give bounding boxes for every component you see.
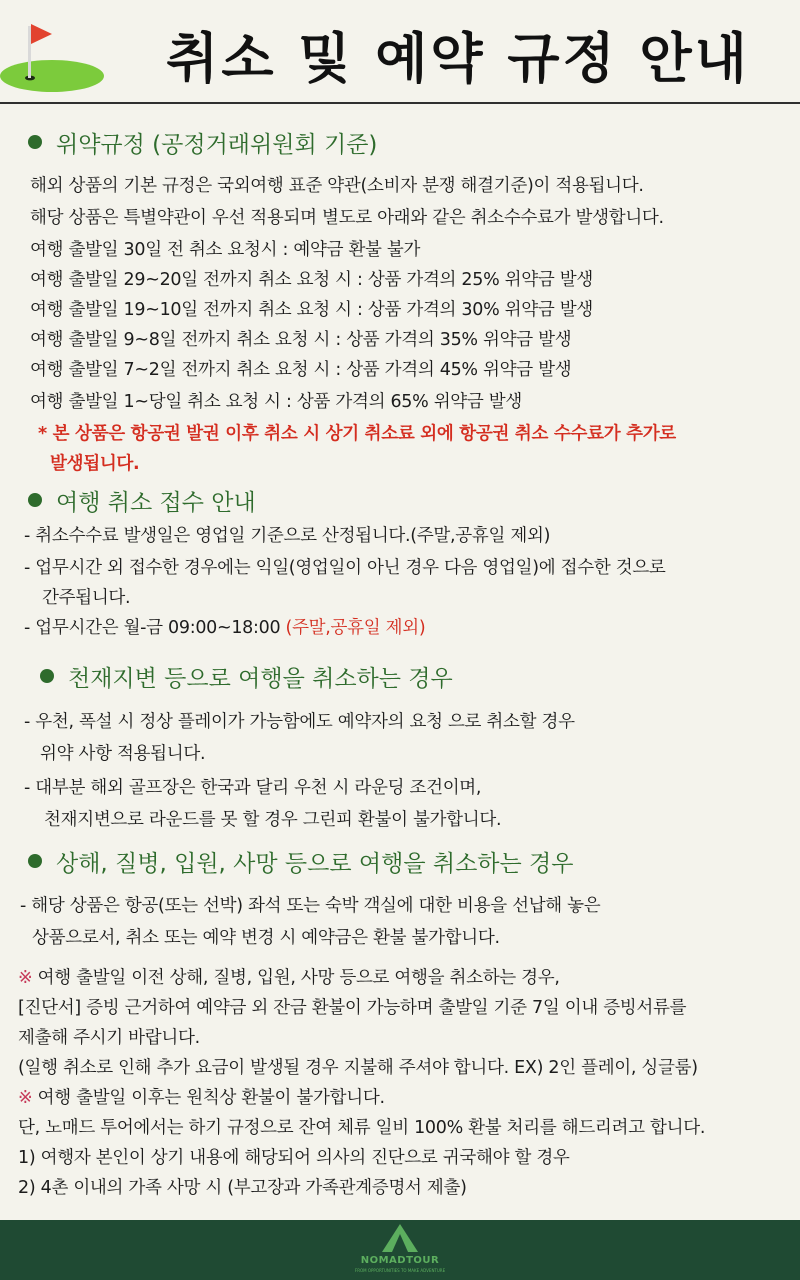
header <box>0 0 800 102</box>
bullet-dot-icon <box>28 854 42 868</box>
section-title-injury-illness: 상해, 질병, 입원, 사망 등으로 여행을 취소하는 경우 <box>28 845 573 878</box>
body-line: - 업무시간 외 접수한 경우에는 익일(영업일이 아닌 경우 다음 영업일)에 접수한 것으로 <box>24 558 666 578</box>
section-title-penalty-rules: 위약규정 (공정거래위원회 기준) <box>28 126 377 159</box>
mountain-tent-icon <box>330 1220 470 1254</box>
bullet-dot-icon <box>40 669 54 683</box>
bullet-dot-icon <box>28 493 42 507</box>
penalty-rule-line: 여행 출발일 30일 전 취소 요청시 : 예약금 환불 불가 <box>30 240 421 260</box>
note-line: (일행 취소로 인해 추가 요금이 발생될 경우 지불해 주셔야 합니다. EX) 2인 플레이, 싱글룸) <box>18 1058 698 1078</box>
penalty-rule-line: 여행 출발일 9~8일 전까지 취소 요청 시 : 상품 가격의 35% 위약금 발생 <box>30 330 572 350</box>
note-line: ※ 여행 출발일 이전 상해, 질병, 입원, 사망 등으로 여행을 취소하는 경우, <box>18 968 560 988</box>
penalty-rule-line: 여행 출발일 1~당일 취소 요청 시 : 상품 가격의 65% 위약금 발생 <box>30 392 522 412</box>
body-line: 상품으로서, 취소 또는 예약 변경 시 예약금은 환불 불가합니다. <box>32 928 500 948</box>
business-hours-line: - 업무시간은 월-금 09:00~18:00 (주말,공휴일 제외) <box>24 618 426 638</box>
business-hours-exclusion: (주말,공휴일 제외) <box>285 618 426 638</box>
body-line: 해당 상품은 특별약관이 우선 적용되며 별도로 아래와 같은 취소수수료가 발생합니다. <box>30 208 664 228</box>
penalty-rule-line: 여행 출발일 29~20일 전까지 취소 요청 시 : 상품 가격의 25% 위약금 발생 <box>30 270 593 290</box>
note-line: ※ 여행 출발일 이후는 원칙상 환불이 불가합니다. <box>18 1088 385 1108</box>
body-line: 천재지변으로 라운드를 못 할 경우 그린피 환불이 불가합니다. <box>44 810 502 830</box>
logo-wordmark: NOMADTOUR <box>360 1255 440 1266</box>
note-line: [진단서] 증빙 근거하여 예약금 외 잔금 환불이 가능하며 출발일 기준 7일 이내 증빙서류를 <box>18 998 687 1018</box>
airline-fee-note-cont: 발생됩니다. <box>50 454 140 474</box>
section-title-cancellation-intake: 여행 취소 접수 안내 <box>28 484 256 517</box>
penalty-rule-line: 여행 출발일 7~2일 전까지 취소 요청 시 : 상품 가격의 45% 위약금 발생 <box>30 360 572 380</box>
reference-mark-icon: ※ <box>18 1088 33 1108</box>
page-title: 취소 및 예약 규정 안내 <box>166 27 750 90</box>
footer <box>0 1220 800 1280</box>
note-line: 2) 4촌 이내의 가족 사망 시 (부고장과 가족관계증명서 제출) <box>18 1178 467 1198</box>
body-line: 간주됩니다. <box>42 588 131 608</box>
divider <box>0 102 800 104</box>
body-line: 해외 상품의 기본 규정은 국외여행 표준 약관(소비자 분쟁 해결기준)이 적용됩니다. <box>30 176 644 196</box>
body-line: - 해당 상품은 항공(또는 선박) 좌석 또는 숙박 객실에 대한 비용을 선납해 놓은 <box>20 896 601 916</box>
body-line: - 취소수수료 발생일은 영업일 기준으로 산정됩니다.(주말,공휴일 제외) <box>24 526 551 546</box>
bullet-dot-icon <box>28 135 42 149</box>
logo-tagline: FROM OPPORTUNITIES TO MAKE ADVENTURE <box>354 1268 446 1273</box>
body-line: - 대부분 해외 골프장은 한국과 달리 우천 시 라운딩 조건이며, <box>24 778 482 798</box>
body-line: 위약 사항 적용됩니다. <box>40 744 206 764</box>
airline-fee-note: * 본 상품은 항공권 발권 이후 취소 시 상기 취소료 외에 항공권 취소 수수료가 추가로 <box>38 424 676 444</box>
nomadtour-logo <box>330 1220 470 1280</box>
section-title-natural-disaster: 천재지변 등으로 여행을 취소하는 경우 <box>40 660 453 693</box>
body-line: - 우천, 폭설 시 정상 플레이가 가능함에도 예약자의 요청 으로 취소할 경우 <box>24 712 575 732</box>
reference-mark-icon: ※ <box>18 968 33 988</box>
note-line: 단, 노매드 투어에서는 하기 규정으로 잔여 체류 일비 100% 환불 처리를 해드리려고 합니다. <box>18 1118 706 1138</box>
note-line: 제출해 주시기 바랍니다. <box>18 1028 200 1048</box>
penalty-rule-line: 여행 출발일 19~10일 전까지 취소 요청 시 : 상품 가격의 30% 위약금 발생 <box>30 300 593 320</box>
golf-flag-icon <box>0 18 110 94</box>
note-line: 1) 여행자 본인이 상기 내용에 해당되어 의사의 진단으로 귀국해야 할 경우 <box>18 1148 570 1168</box>
